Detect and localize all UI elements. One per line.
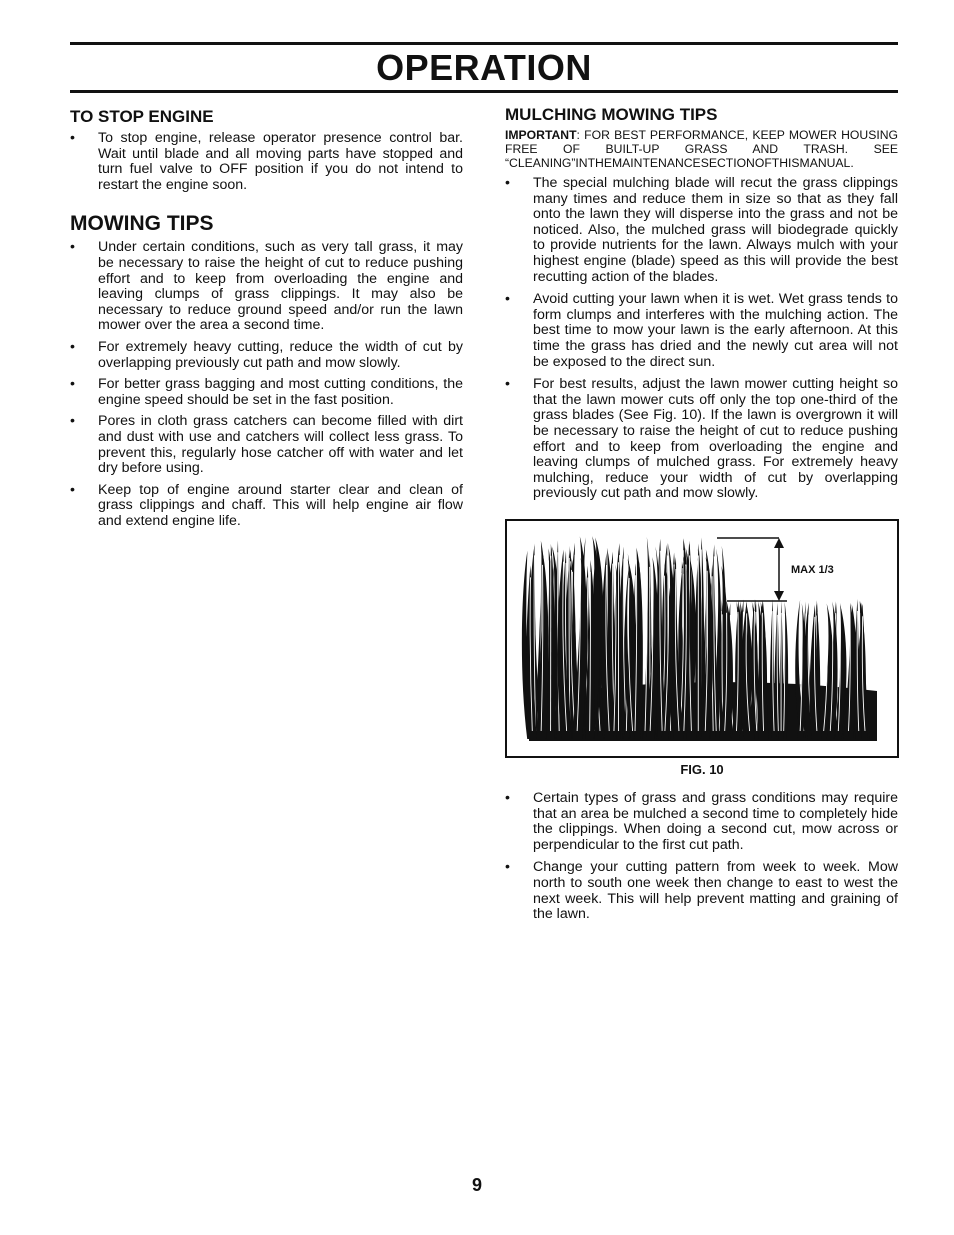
left-column bbox=[70, 107, 463, 529]
important-note: IMPORTANT: FOR BEST PERFORMANCE, KEEP MOWER HOUSING FREE OF BUILT-UP GRASS AND TRASH. SEE “CLEANING”INTHEMAINTENANCESECTIONOFTHISMANUAL. bbox=[505, 128, 898, 170]
page-title: OPERATION bbox=[376, 47, 592, 88]
list-item: • Pores in cloth grass catchers can become filled with dirt and dust with use and catchers will collect less grass. To prevent this, regularly hose catcher off with water and let dry before using. bbox=[70, 413, 463, 477]
stop-engine-heading: TO STOP ENGINE bbox=[70, 107, 214, 126]
list-item: • For best results, adjust the lawn mower cutting height so that the lawn mower cuts off only the top one-third of the grass blades (See Fig. 10). If the lawn is overgrown it will be necessary to raise the height of cut to reduce pushing effort and to keep from overloading the engine and leaving clumps of mulched grass. For extremely heavy mulching, reduce your width of cut by overlapping previously cut path and mow slowly. bbox=[505, 376, 898, 502]
mowing-tips-heading: MOWING TIPS bbox=[70, 212, 214, 236]
bullet: • bbox=[70, 338, 75, 355]
bullet: • bbox=[505, 175, 510, 191]
page-number: 9 bbox=[471, 1175, 482, 1195]
mulching-list bbox=[505, 176, 898, 502]
bullet: • bbox=[70, 481, 75, 498]
bullet: • bbox=[505, 291, 510, 308]
list-item: • The special mulching blade will recut the grass clippings many times and reduce them in size so that as they fall onto the lawn they will disperse into the grass and not be noticed. Also, the mulched grass will biodegrade quickly to provide nutrients for the lawn. Always mulch with your highest engine (blade) speed as this will provide the best recutting action of the blades. bbox=[505, 175, 898, 285]
list-item: • Under certain conditions, such as very tall grass, it may be necessary to raise the height of cut to reduce pushing effort and to keep from overloading the engine and leaving clumps of grass clippings. It may also be necessary to reduce ground speed and/or run the lawn mower over the area a second time. bbox=[70, 239, 463, 334]
bullet: • bbox=[505, 376, 510, 393]
mowing-tips-list bbox=[70, 240, 463, 529]
important-label: IMPORTANT bbox=[505, 128, 577, 142]
list-item: • To stop engine, release operator presence control bar. Wait until blade and all moving parts have stopped and turn fuel valve to OFF position if you do not intend to restart the engine soon. bbox=[70, 130, 463, 193]
list-item: • Keep top of engine around starter clear and clean of grass clippings and chaff. This will help engine air flow and extend engine life. bbox=[70, 481, 463, 529]
stop-engine-list bbox=[70, 131, 463, 193]
mulching-heading: MULCHING MOWING TIPS bbox=[505, 105, 718, 124]
right-column-bottom bbox=[505, 791, 898, 923]
bullet: • bbox=[505, 790, 510, 806]
bullet: • bbox=[70, 130, 75, 146]
arrow-down-icon bbox=[774, 591, 784, 601]
mulching-list-continued bbox=[505, 791, 898, 923]
grass-illustration bbox=[507, 521, 897, 756]
bullet: • bbox=[70, 413, 75, 430]
right-column bbox=[505, 105, 898, 502]
figure-caption: FIG. 10 bbox=[680, 762, 724, 777]
arrow-up-icon bbox=[774, 538, 784, 548]
figure-grass-height bbox=[505, 519, 899, 758]
list-item: • Certain types of grass and grass conditions may require that an area be mulched a second time to completely hide the clippings. When doing a second cut, mow across or perpendicular to the first cut path. bbox=[505, 790, 898, 853]
header-top-rule bbox=[70, 42, 898, 45]
list-item: • Avoid cutting your lawn when it is wet. Wet grass tends to form clumps and interferes with the mulching action. The best time to mow your lawn is the early afternoon. At this time the grass has dried and the newly cut area will not be exposed to the direct sun. bbox=[505, 291, 898, 370]
list-item: • For better grass bagging and most cutting conditions, the engine speed should be set in the fast position. bbox=[70, 376, 463, 408]
header-bottom-rule bbox=[70, 90, 898, 93]
max-height-label: MAX 1/3 bbox=[791, 564, 834, 576]
bullet: • bbox=[70, 239, 75, 256]
bullet: • bbox=[505, 859, 510, 876]
list-item: • Change your cutting pattern from week to week. Mow north to south one week then change to east to west the next week. This will help prevent matting and graining of the lawn. bbox=[505, 859, 898, 923]
bullet: • bbox=[70, 376, 75, 393]
list-item: • For extremely heavy cutting, reduce the width of cut by overlapping previously cut path and mow slowly. bbox=[70, 338, 463, 371]
